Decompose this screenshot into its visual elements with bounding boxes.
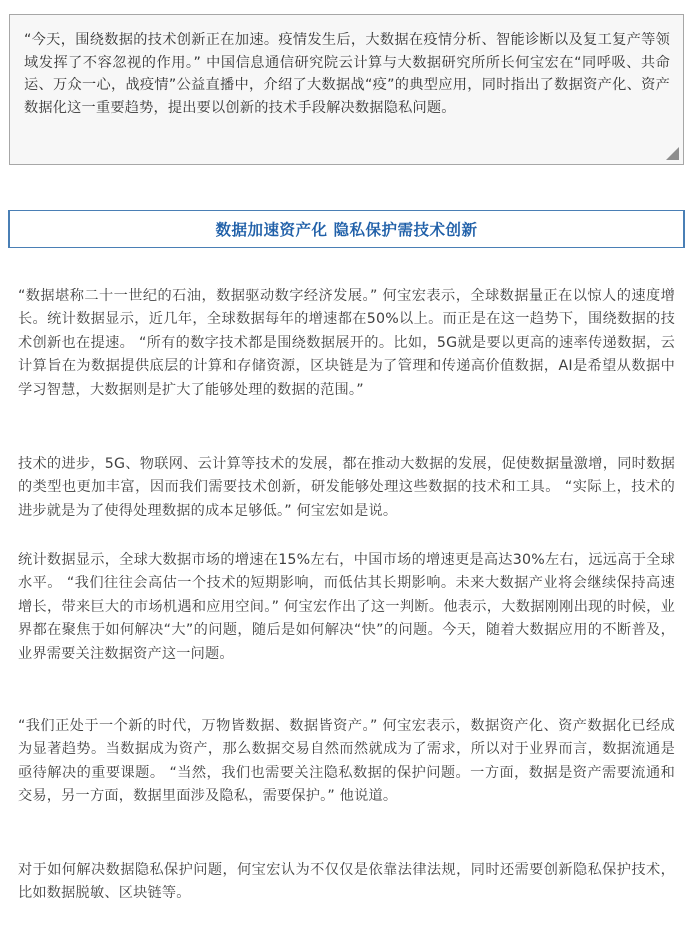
summary-text: “今天，围绕数据的技术创新正在加速。疫情发生后，大数据在疫情分析、智能诊断以及复工复产等领域发挥了不容忽视的作用。” 中国信息通信研究院云计算与大数据研究所所长何宝宏在“同呼吸、共命运、万众一心，战疫情”公益直播中，介绍了大数据战“疫”的典型应用，同时指出了数据资产化、资产数据化这一重要趋势，提出要以创新的技术手段解决数据隐私问题。 <box>24 32 670 116</box>
article-paragraph: “数据堪称二十一世纪的石油，数据驱动数字经济发展。” 何宝宏表示，全球数据量正在以惊人的速度增长。统计数据显示，近几年，全球数据每年的增速都在50%以上。而正是在这一趋势下，围绕数据的技术创新也在提速。 “所有的数字技术都是围绕数据展开的。比如，5G就是要以更高的速率传递数据，云计算旨在为数据提供底层的计算和存储资源，区块链是为了管理和传递高价值数据，AI是希望从数据中学习智慧，大数据则是扩大了能够处理的数据的范围。” <box>18 288 675 398</box>
section-title: 数据加速资产化 隐私保护需技术创新 <box>215 221 478 239</box>
article-paragraph: “我们正处于一个新的时代，万物皆数据、数据皆资产。” 何宝宏表示，数据资产化、资产数据化已经成为显著趋势。当数据成为资产，那么数据交易自然而然就成为了需求，所以对于业界而言，数据流通是亟待解决的重要课题。 “当然，我们也需要关注隐私数据的保护问题。一方面，数据是资产需要流通和交易，另一方面，数据里面涉及隐私，需要保护。” 他说道。 <box>18 718 675 805</box>
summary-textarea[interactable] <box>9 14 684 165</box>
article-paragraph: 对于如何解决数据隐私保护问题，何宝宏认为不仅仅是依靠法律法规，同时还需要创新隐私保护技术，比如数据脱敏、区块链等。 <box>18 862 675 902</box>
article-paragraph: 统计数据显示，全球大数据市场的增速在15%左右，中国市场的增速更是高达30%左右，远远高于全球水平。 “我们往往会高估一个技术的短期影响，而低估其长期影响。未来大数据产业将会继续保持高速增长，带来巨大的市场机遇和应用空间。” 何宝宏作出了这一判断。他表示，大数据刚刚出现的时候，业界都在聚焦于如何解决“大”的问题，随后是如何解决“快”的问题。今天，随着大数据应用的不断普及，业界需要关注数据资产这一问题。 <box>18 552 675 662</box>
article-paragraph: 技术的进步，5G、物联网、云计算等技术的发展，都在推动大数据的发展，促使数据量激增，同时数据的类型也更加丰富，因而我们需要技术创新，研发能够处理这些数据的技术和工具。 “实际上，技术的进步就是为了使得处理数据的成本足够低。” 何宝宏如是说。 <box>18 456 675 519</box>
resize-grip-icon[interactable] <box>666 147 679 160</box>
section-heading-bar <box>8 210 685 248</box>
